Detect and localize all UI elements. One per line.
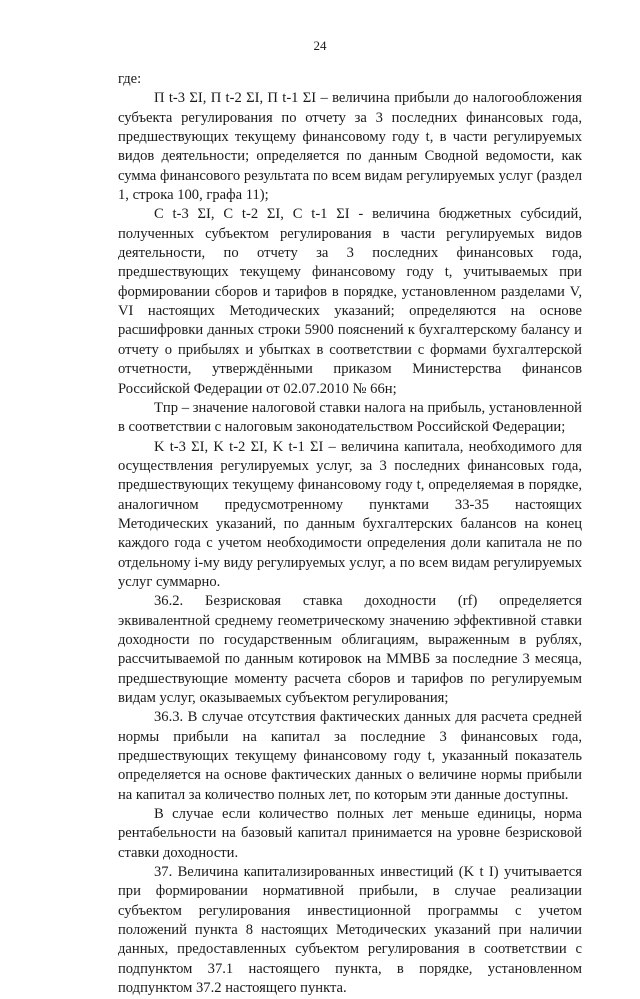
document-body <box>118 70 582 999</box>
where-label: где: <box>118 71 142 87</box>
tax-rate-definition: Tпр – значение налоговой ставки налога на прибыль, установленной в соответствии с налоговым законодательством Российской Федерации; <box>118 399 582 436</box>
subsidies-definition: С t-3 ΣI, С t-2 ΣI, С t-1 ΣI - величина бюджетных субсидий, полученных субъектом регулирования в части регулируемых видов деятельности, по отчету за 3 последних финансовых года, предшествующих текущему финансовому году t, учитываемых при формировании сборов и тарифов в порядке, установленном разделами V, VI настоящих Методических указаний; определяются на основе расшифровки данных строки 5900 пояснений к бухгалтерскому балансу и отчету о прибылях и убытках в соответствии с формами бухгалтерской отчетности, утверждёнными приказом Министерства финансов Российской Федерации от 02.07.2010 № 66н; <box>118 206 582 397</box>
paragraph-37: 37. Величина капитализированных инвестиций (K t I) учитывается при формировании нормативной прибыли, в случае реализации субъектом регулирования инвестиционной программы с учетом положений пункта 8 настоящих Методических указаний при наличии данных, предоставленных субъектом регулирования в соответствии с подпунктом 37.1 настоящего пункта, в порядке, установленном подпунктом 37.2 настоящего пункта. <box>118 864 582 997</box>
capital-definition: K t-3 ΣI, K t-2 ΣI, K t-1 ΣI – величина капитала, необходимого для осуществления регулируемых услуг, за 3 последних финансовых года, предшествующих текущему финансовому году t, определяемая в порядке, аналогичном предусмотренному пунктами 33-35 настоящих Методических указаний, по данным бухгалтерских балансов на конец каждого года с учетом необходимости определения доли капитала не по отдельному i-му виду регулируемых услуг, а по всем видам регулируемых услуг суммарно. <box>118 438 582 590</box>
paragraph-less-than-one-year: В случае если количество полных лет меньше единицы, норма рентабельности на базовый капитал принимается на уровне безрисковой ставки доходности. <box>118 806 582 861</box>
paragraph-36-3: 36.3. В случае отсутствия фактических данных для расчета средней нормы прибыли на капитал за последние 3 финансовых года, предшествующих текущему финансовому году t, указанный показатель определяется на основе фактических данных о величине нормы прибыли на капитал за количество полных лет, по которым эти данные доступны. <box>118 709 582 803</box>
paragraph-36-2: 36.2. Безрисковая ставка доходности (rf) определяется эквивалентной среднему геометрическому значению эффективной ставки доходности по государственным облигациям, выраженным в рублях, рассчитываемой по данным котировок на ММВБ за последние 3 месяца, предшествующие моменту расчета сборов и тарифов по регулируемым видам услуг, оказываемых субъектом регулирования; <box>118 593 582 706</box>
page-number: 24 <box>313 38 327 53</box>
profit-definition: П t-3 ΣI, П t-2 ΣI, П t-1 ΣI – величина прибыли до налогообложения субъекта регулирования по отчету за 3 последних финансовых года, предшествующих текущему финансовому году t, в части регулируемых видов деятельности; определяется по данным Сводной ведомости, как сумма финансового результата по всем видам регулируемых услуг (раздел 1, строка 100, графа 11); <box>118 90 582 204</box>
